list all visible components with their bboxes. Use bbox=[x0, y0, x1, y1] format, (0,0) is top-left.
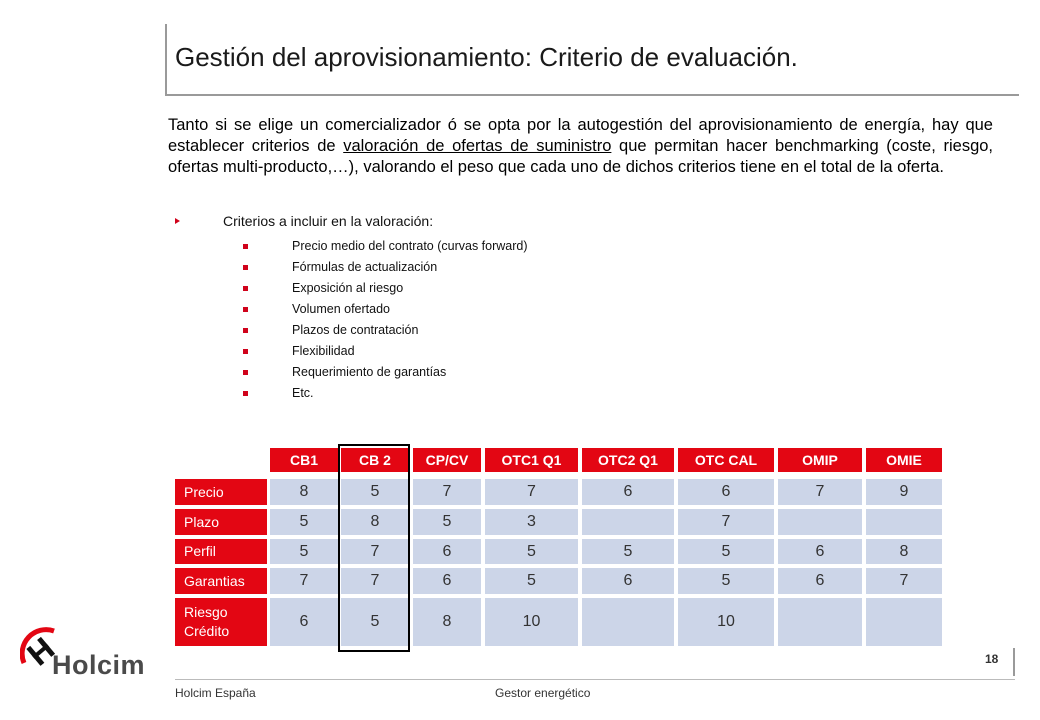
table-cell: 5 bbox=[270, 509, 338, 535]
list-item-text: Etc. bbox=[292, 386, 314, 400]
square-bullet-icon bbox=[243, 244, 248, 249]
logo-text: Holcim bbox=[52, 650, 146, 680]
table-cell bbox=[582, 509, 674, 535]
column-header: CB 2 bbox=[341, 448, 409, 472]
square-bullet-icon bbox=[243, 265, 248, 270]
square-bullet-icon bbox=[243, 349, 248, 354]
table-cell: 8 bbox=[413, 598, 481, 646]
table-cell: 5 bbox=[413, 509, 481, 535]
page-title: Gestión del aprovisionamiento: Criterio de evaluación. bbox=[175, 42, 798, 72]
table-cell: 7 bbox=[866, 568, 942, 594]
footer-company: Holcim España bbox=[175, 686, 256, 700]
column-header: CB1 bbox=[270, 448, 338, 472]
table-cell: 6 bbox=[413, 539, 481, 564]
column-header: CP/CV bbox=[413, 448, 481, 472]
table-cell: 5 bbox=[341, 479, 409, 505]
square-bullet-icon bbox=[243, 370, 248, 375]
table-cell: 6 bbox=[582, 568, 674, 594]
list-item-text: Flexibilidad bbox=[292, 344, 355, 358]
table-cell: 6 bbox=[778, 568, 862, 594]
table-cell: 8 bbox=[341, 509, 409, 535]
table-cell: 7 bbox=[413, 479, 481, 505]
footer-subtitle: Gestor energético bbox=[495, 686, 591, 700]
intro-text-underlined: valoración de ofertas de suministro bbox=[343, 137, 612, 155]
row-label: Riesgo Crédito bbox=[175, 598, 267, 646]
column-header: OTC1 Q1 bbox=[485, 448, 578, 472]
table-cell: 6 bbox=[413, 568, 481, 594]
table-cell: 8 bbox=[270, 479, 338, 505]
table-cell: 7 bbox=[485, 479, 578, 505]
table-cell: 5 bbox=[678, 539, 774, 564]
column-header: OTC CAL bbox=[678, 448, 774, 472]
row-label: Precio bbox=[175, 479, 267, 505]
list-item-text: Plazos de contratación bbox=[292, 323, 419, 337]
list-item-text: Precio medio del contrato (curvas forward) bbox=[292, 239, 528, 253]
list-item-text: Exposición al riesgo bbox=[292, 281, 404, 295]
table-cell: 6 bbox=[778, 539, 862, 564]
table-cell: 5 bbox=[270, 539, 338, 564]
list-item-text: Fórmulas de actualización bbox=[292, 260, 438, 274]
table-cell: 7 bbox=[341, 568, 409, 594]
list-item-text: Requerimiento de garantías bbox=[292, 365, 447, 379]
row-label: Garantias bbox=[175, 568, 267, 594]
table-cell bbox=[866, 509, 942, 535]
table-cell: 8 bbox=[866, 539, 942, 564]
table-cell: 3 bbox=[485, 509, 578, 535]
table-cell: 6 bbox=[678, 479, 774, 505]
list-item-text: Volumen ofertado bbox=[292, 302, 390, 316]
row-label: Perfil bbox=[175, 539, 267, 564]
square-bullet-icon bbox=[243, 286, 248, 291]
table-cell: 5 bbox=[341, 598, 409, 646]
table-cell: 5 bbox=[582, 539, 674, 564]
arrow-bullet-icon bbox=[175, 218, 180, 224]
column-header: OMIP bbox=[778, 448, 862, 472]
table-cell: 7 bbox=[270, 568, 338, 594]
table-cell: 9 bbox=[866, 479, 942, 505]
table-cell: 10 bbox=[678, 598, 774, 646]
table-cell bbox=[778, 598, 862, 646]
table-cell: 7 bbox=[778, 479, 862, 505]
table-cell bbox=[582, 598, 674, 646]
intro-paragraph bbox=[168, 115, 993, 178]
table-cell: 5 bbox=[485, 568, 578, 594]
table-cell: 7 bbox=[678, 509, 774, 535]
intro-text-after: que permitan hacer benchmarking (coste, riesgo, ofertas multi-producto,…), valorando el peso que cada uno de dichos criterios tiene en el total de la oferta. bbox=[168, 137, 994, 176]
table-cell: 7 bbox=[341, 539, 409, 564]
table-cell: 6 bbox=[582, 479, 674, 505]
table-cell bbox=[778, 509, 862, 535]
table-cell: 5 bbox=[485, 539, 578, 564]
table-cell: 5 bbox=[678, 568, 774, 594]
row-label: Plazo bbox=[175, 509, 267, 535]
intro-text-before: Tanto si se elige un comercializador ó se opta por la autogestión del aprovisionamiento de energía, hay que establecer criterios de bbox=[168, 116, 993, 155]
footer-divider bbox=[175, 679, 1015, 680]
square-bullet-icon bbox=[243, 391, 248, 396]
square-bullet-icon bbox=[243, 307, 248, 312]
square-bullet-icon bbox=[243, 328, 248, 333]
page-number-divider bbox=[1013, 648, 1015, 676]
table-cell: 10 bbox=[485, 598, 578, 646]
criteria-heading: Criterios a incluir en la valoración: bbox=[223, 213, 434, 229]
column-header: OTC2 Q1 bbox=[582, 448, 674, 472]
highlight-frame bbox=[338, 444, 410, 652]
page-number: 18 bbox=[985, 652, 999, 666]
column-header: OMIE bbox=[866, 448, 942, 472]
table-cell: 6 bbox=[270, 598, 338, 646]
table-cell bbox=[866, 598, 942, 646]
